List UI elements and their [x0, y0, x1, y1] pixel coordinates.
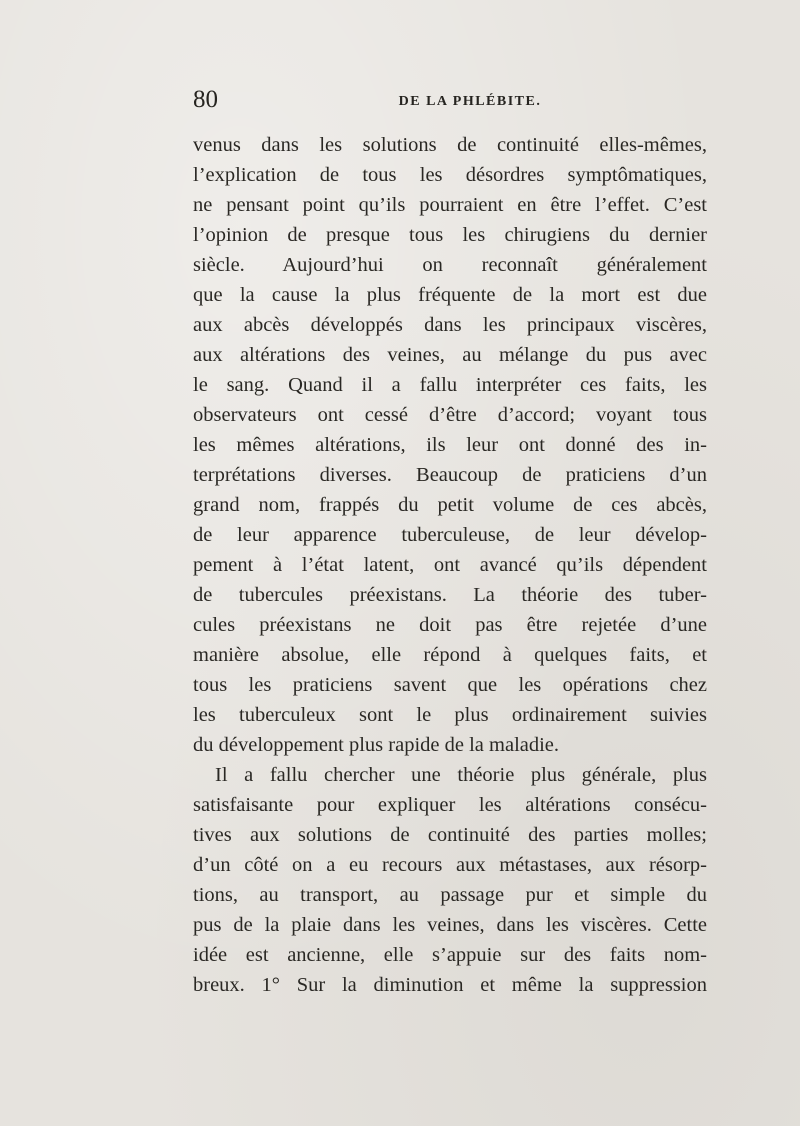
text-line: d’un côté on a eu recours aux métastases, aux résorp-	[193, 854, 707, 876]
text-line: de leur apparence tuberculeuse, de leur dévelop-	[193, 524, 707, 546]
text-line: cules préexistans ne doit pas être rejetée d’une	[193, 614, 707, 636]
text-line: satisfaisante pour expliquer les altérations consécu-	[193, 794, 707, 816]
text-line: l’opinion de presque tous les chirugiens du dernier	[193, 224, 707, 246]
text-line: breux. 1° Sur la diminution et même la suppression	[193, 974, 707, 996]
text-line: grand nom, frappés du petit volume de ces abcès,	[193, 494, 707, 516]
text-line: terprétations diverses. Beaucoup de praticiens d’un	[193, 464, 707, 486]
text-line: aux abcès développés dans les principaux viscères,	[193, 314, 707, 336]
text-line: observateurs ont cessé d’être d’accord; voyant tous	[193, 404, 707, 426]
text-line: pement à l’état latent, ont avancé qu’ils dépendent	[193, 554, 707, 576]
text-line: les mêmes altérations, ils leur ont donné des in-	[193, 434, 707, 456]
text-line: du développement plus rapide de la maladie.	[193, 734, 560, 756]
page-number: 80	[193, 86, 218, 113]
text-line: les tuberculeux sont le plus ordinairement suivies	[193, 704, 707, 726]
text-line: siècle. Aujourd’hui on reconnaît généralement	[193, 254, 707, 276]
text-line: le sang. Quand il a fallu interpréter ces faits, les	[193, 374, 707, 396]
text-line: tives aux solutions de continuité des parties molles;	[193, 824, 707, 846]
text-line: venus dans les solutions de continuité elles-mêmes,	[193, 134, 707, 156]
page-header	[193, 86, 707, 116]
text-line: ne pensant point qu’ils pourraient en être l’effet. C’est	[193, 194, 707, 216]
text-line: tions, au transport, au passage pur et simple du	[193, 884, 707, 906]
body-text	[193, 130, 707, 1000]
text-line: tous les praticiens savent que les opérations chez	[193, 674, 707, 696]
text-line: manière absolue, elle répond à quelques faits, et	[193, 644, 707, 666]
text-line: pus de la plaie dans les veines, dans les viscères. Cette	[193, 914, 707, 936]
text-line: l’explication de tous les désordres symptômatiques,	[193, 164, 707, 186]
text-line: que la cause la plus fréquente de la mort est due	[193, 284, 707, 306]
text-line: idée est ancienne, elle s’appuie sur des faits nom-	[193, 944, 707, 966]
paragraph-start-line: Il a fallu chercher une théorie plus générale, plus	[215, 764, 707, 786]
text-line: aux altérations des veines, au mélange du pus avec	[193, 344, 707, 366]
running-head: DE LA PHLÉBITE.	[398, 94, 542, 109]
text-line: de tubercules préexistans. La théorie des tuber-	[193, 584, 707, 606]
